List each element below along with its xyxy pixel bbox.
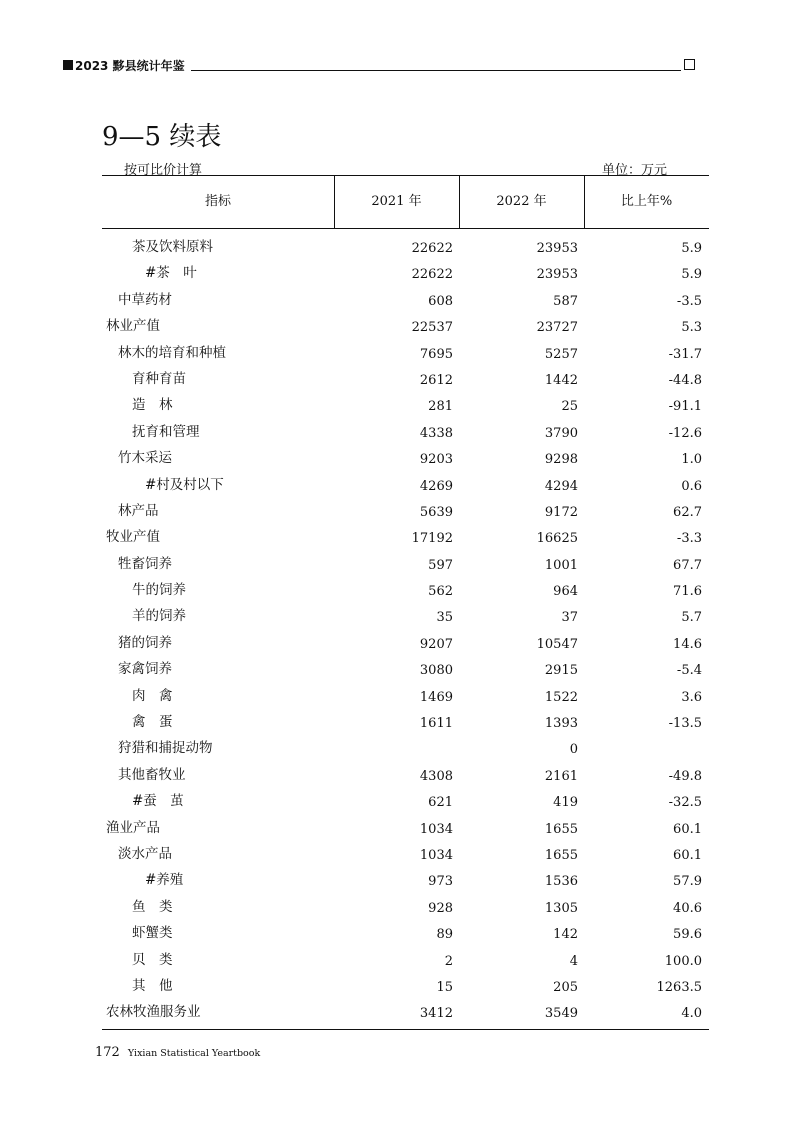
value-2022: 23727	[536, 320, 578, 336]
table-row	[102, 708, 709, 734]
value-2021: 621	[428, 795, 453, 811]
value-2021: 608	[428, 293, 453, 309]
table-row	[102, 655, 709, 681]
change-percent: 71.6	[673, 584, 702, 600]
value-2021: 9203	[419, 452, 453, 468]
table-row	[102, 946, 709, 972]
value-2022: 3549	[544, 1006, 578, 1022]
change-percent: -13.5	[668, 716, 702, 732]
value-2021: 3412	[419, 1006, 453, 1022]
row-label: #养殖	[145, 872, 184, 889]
table-row	[102, 629, 709, 655]
row-label: 狩猎和捕捉动物	[118, 740, 213, 757]
value-2021: 22537	[411, 320, 453, 336]
row-label: 林木的培育和种植	[118, 344, 226, 361]
value-2022: 205	[553, 979, 578, 995]
change-percent: 62.7	[673, 504, 702, 520]
value-2021: 9207	[419, 636, 453, 652]
row-label: 农林牧渔服务业	[106, 1004, 201, 1021]
table-row	[102, 365, 709, 391]
table-row	[102, 339, 709, 365]
change-percent: 14.6	[673, 636, 702, 652]
value-2022: 1522	[544, 689, 578, 705]
value-2021: 2612	[419, 372, 453, 388]
value-2022: 1655	[544, 847, 578, 863]
value-2021: 7695	[419, 346, 453, 362]
value-2022: 10547	[536, 636, 578, 652]
row-label: 牛的饲养	[132, 582, 186, 599]
row-label: 鱼 类	[132, 898, 173, 915]
value-2022: 1655	[544, 821, 578, 837]
running-header	[63, 59, 695, 73]
value-2022: 5257	[544, 346, 578, 362]
value-2022: 23953	[536, 267, 578, 283]
row-label: 林业产值	[106, 318, 160, 335]
row-label: 牧业产值	[106, 529, 160, 546]
value-2022: 1442	[544, 372, 578, 388]
change-percent: 100.0	[664, 953, 702, 969]
row-label: 茶及饮料原料	[132, 239, 213, 255]
table-row	[102, 233, 709, 259]
value-2021: 1611	[419, 716, 453, 732]
page-footer	[95, 1041, 260, 1060]
table-row	[102, 893, 709, 919]
value-2022: 4294	[544, 478, 578, 494]
table-row	[102, 523, 709, 549]
row-label: 羊的饲养	[132, 608, 186, 625]
header-rule	[191, 70, 681, 71]
value-2021: 281	[428, 399, 453, 415]
table-row	[102, 259, 709, 285]
value-2022: 25	[561, 399, 578, 415]
table-body	[102, 233, 709, 1030]
change-percent: 60.1	[673, 847, 702, 863]
row-label: 家禽饲养	[118, 661, 172, 678]
table-row	[102, 312, 709, 338]
value-2021: 22622	[411, 241, 453, 256]
change-percent: 5.7	[681, 610, 702, 626]
value-2021: 1034	[419, 821, 453, 837]
change-percent: 5.9	[681, 241, 702, 256]
value-2021: 4338	[419, 425, 453, 441]
table-note: 按可比价计算	[124, 163, 203, 178]
change-percent: -49.8	[668, 768, 702, 784]
change-percent: -32.5	[668, 795, 702, 811]
value-2021: 2	[444, 953, 453, 969]
value-2021: 5639	[419, 504, 453, 520]
table-header-row	[102, 175, 709, 229]
table-row	[102, 550, 709, 576]
table-row	[102, 787, 709, 813]
value-2021: 22622	[411, 267, 453, 283]
change-percent: -5.4	[676, 663, 702, 679]
change-percent: -12.6	[668, 425, 702, 441]
table-row	[102, 734, 709, 760]
running-header-title: 2023 黟县统计年鉴	[75, 59, 185, 73]
value-2022: 964	[553, 584, 578, 600]
table-row	[102, 418, 709, 444]
table-title: 9—5 续表	[102, 122, 222, 152]
value-2022: 9172	[544, 504, 578, 520]
table-row	[102, 814, 709, 840]
header-indicator: 指标	[102, 176, 335, 228]
statistics-table	[102, 175, 709, 1030]
table-row	[102, 761, 709, 787]
value-2021: 17192	[411, 531, 453, 547]
change-percent: 57.9	[673, 874, 702, 890]
value-2021: 1034	[419, 847, 453, 863]
change-percent: 3.6	[681, 689, 702, 705]
row-label: 牲畜饲养	[118, 555, 172, 572]
row-label: 抚育和管理	[132, 423, 200, 440]
table-row	[102, 497, 709, 523]
value-2022: 37	[561, 610, 578, 626]
table-row	[102, 286, 709, 312]
page-number: 172	[95, 1045, 120, 1060]
row-label: 贝 类	[132, 951, 173, 968]
value-2021: 15	[436, 979, 453, 995]
value-2022: 1393	[544, 716, 578, 732]
row-label: 肉 禽	[132, 687, 173, 704]
row-label: #茶 叶	[145, 265, 197, 282]
value-2022: 16625	[536, 531, 578, 547]
value-2022: 9298	[544, 452, 578, 468]
value-2022: 1001	[544, 557, 578, 573]
publication-name: Yixian Statistical Yeartbook	[127, 1048, 261, 1059]
value-2021: 4308	[419, 768, 453, 784]
value-2021: 562	[428, 584, 453, 600]
value-2021: 928	[428, 900, 453, 916]
table-row	[102, 972, 709, 998]
change-percent: -91.1	[668, 399, 702, 415]
change-percent: 59.6	[673, 927, 702, 943]
value-2022: 419	[553, 795, 578, 811]
row-label: 虾蟹类	[132, 925, 173, 942]
row-label: 造 林	[132, 397, 173, 414]
value-2021: 1469	[419, 689, 453, 705]
row-label: #蚕 茧	[132, 793, 184, 810]
change-percent: 4.0	[681, 1006, 702, 1022]
header-2021: 2021 年	[334, 176, 460, 228]
value-2021: 973	[428, 874, 453, 890]
table-row	[102, 391, 709, 417]
change-percent: 5.9	[681, 267, 702, 283]
value-2022: 142	[553, 927, 578, 943]
row-label: 淡水产品	[118, 845, 172, 862]
change-percent: 0.6	[681, 478, 702, 494]
value-2022: 587	[553, 293, 578, 309]
table-row	[102, 444, 709, 470]
table-row	[102, 866, 709, 892]
table-row	[102, 471, 709, 497]
value-2022: 2915	[544, 663, 578, 679]
value-2022: 23953	[536, 241, 578, 256]
value-2021: 89	[436, 927, 453, 943]
change-percent: -44.8	[668, 372, 702, 388]
change-percent: -3.5	[676, 293, 702, 309]
value-2021: 597	[428, 557, 453, 573]
row-label: 渔业产品	[106, 819, 160, 836]
row-label: 其 他	[132, 977, 173, 994]
row-label: 中草药材	[118, 291, 172, 308]
table-row	[102, 576, 709, 602]
table-row	[102, 602, 709, 628]
value-2021: 3080	[419, 663, 453, 679]
row-label: 其他畜牧业	[118, 766, 186, 783]
table-row	[102, 919, 709, 945]
value-2021: 35	[436, 610, 453, 626]
value-2022: 3790	[544, 425, 578, 441]
change-percent: 5.3	[681, 320, 702, 336]
change-percent: -31.7	[668, 346, 702, 362]
value-2022: 4	[569, 953, 578, 969]
change-percent: 1.0	[681, 452, 702, 468]
row-label: 竹木采运	[118, 450, 172, 467]
row-label: 育种育苗	[132, 370, 186, 387]
value-2022: 1536	[544, 874, 578, 890]
change-percent: 67.7	[673, 557, 702, 573]
row-label: 林产品	[118, 502, 159, 519]
row-label: #村及村以下	[145, 476, 224, 493]
square-bullet-icon	[63, 60, 73, 70]
change-percent: 1263.5	[656, 979, 702, 995]
row-label: 猪的饲养	[118, 634, 172, 651]
header-change: 比上年%	[620, 194, 673, 209]
table-row	[102, 840, 709, 866]
change-percent: -3.3	[676, 531, 702, 547]
table-unit: 单位：万元	[602, 163, 668, 178]
row-label: 禽 蛋	[132, 714, 173, 731]
change-percent: 60.1	[673, 821, 702, 837]
empty-box-icon	[684, 59, 695, 70]
value-2022: 2161	[544, 768, 578, 784]
value-2021: 4269	[419, 478, 453, 494]
value-2022: 0	[569, 742, 578, 758]
value-2022: 1305	[544, 900, 578, 916]
table-row	[102, 998, 709, 1024]
table-row	[102, 682, 709, 708]
header-2022: 2022 年	[459, 176, 585, 228]
change-percent: 40.6	[673, 900, 702, 916]
